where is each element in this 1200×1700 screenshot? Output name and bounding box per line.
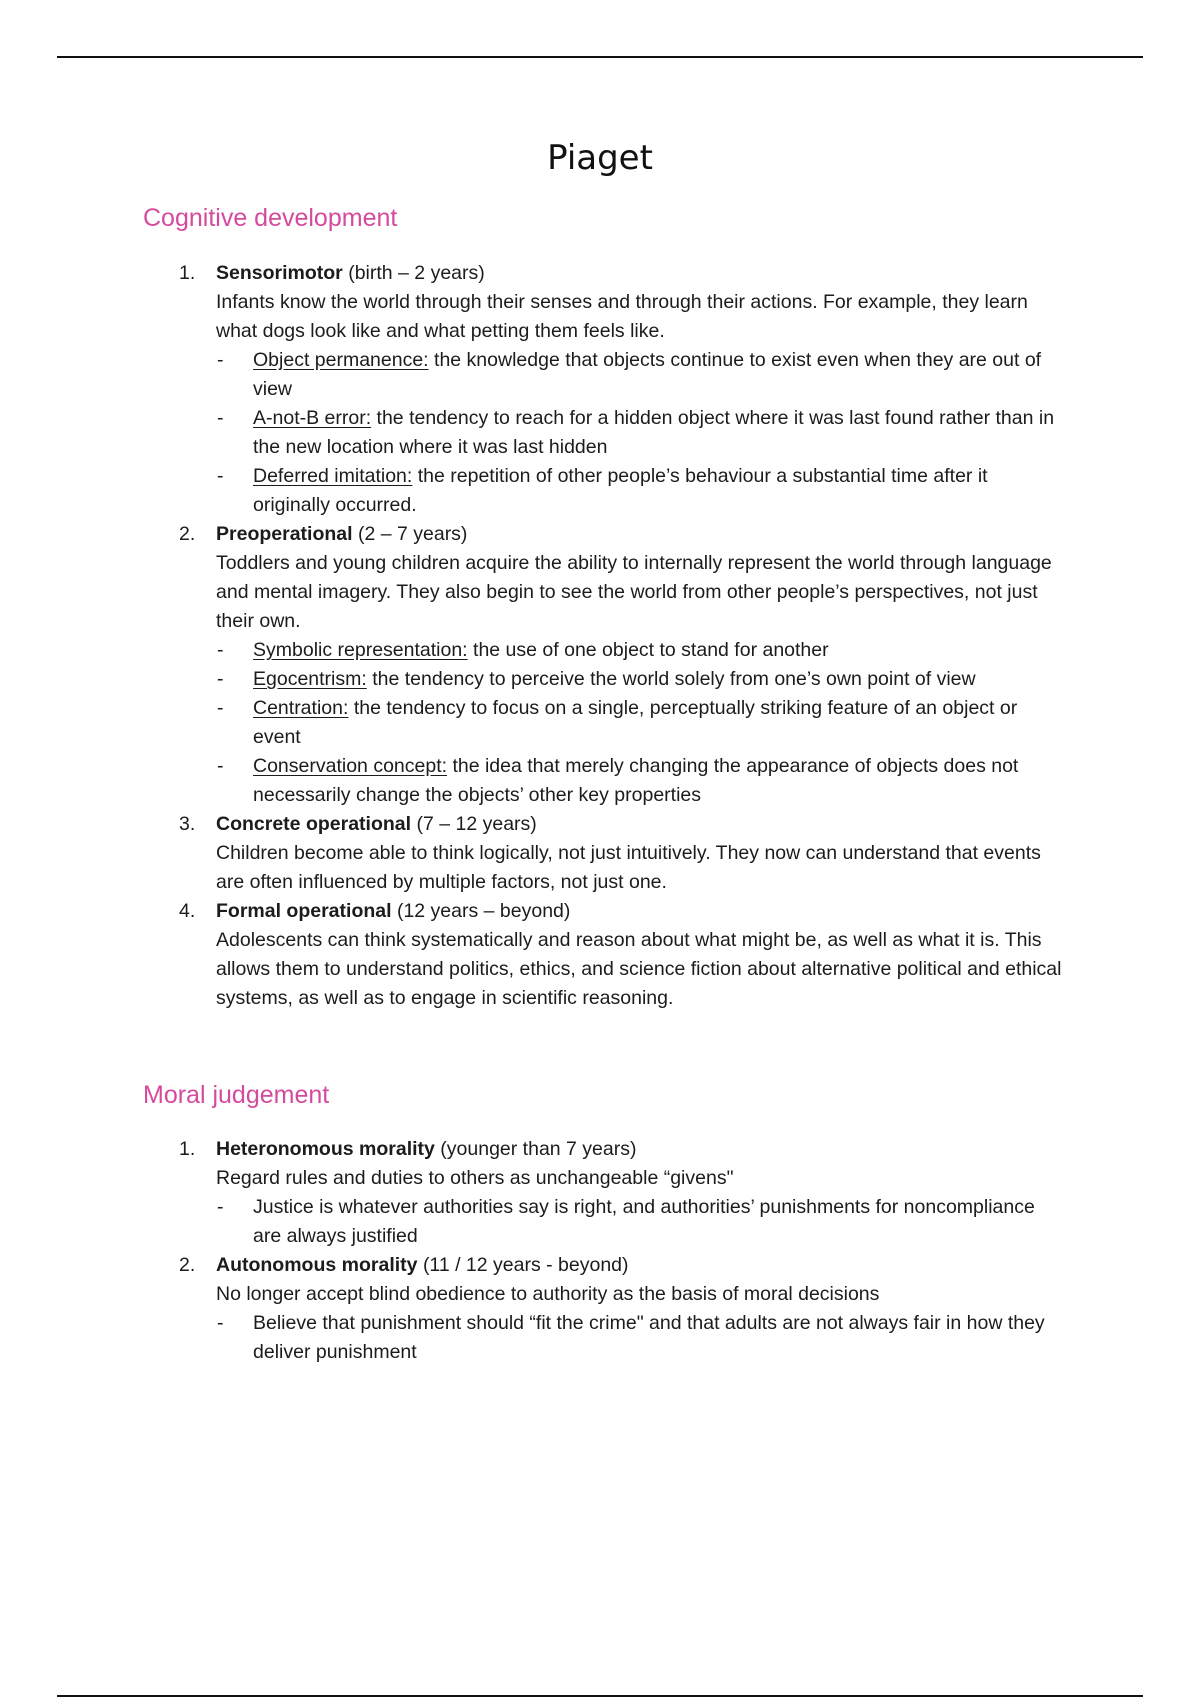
section-heading-cognitive-development: Cognitive development (143, 204, 398, 232)
stage-number: 2. (179, 1254, 196, 1276)
stage-description: Children become able to think logically, not just intuitively. They now can understand that events are often influenced by multiple factors, not just one. (216, 842, 1041, 893)
moral-stage-list (143, 1135, 1063, 1367)
term: Object permanence: (253, 349, 429, 371)
stage-sensorimotor (143, 259, 1063, 520)
stage-autonomous-morality (143, 1251, 1063, 1367)
dash-bullet-icon: - (217, 668, 224, 690)
bullet-item (216, 752, 1063, 810)
stage-preoperational (143, 520, 1063, 810)
stage-description: Toddlers and young children acquire the ability to internally represent the world through language and mental imagery. They also begin to see the world from other people’s perspectives, not just their own. (216, 552, 1052, 632)
stage-number: 3. (179, 813, 196, 835)
stage-heading (216, 259, 1063, 288)
stage-formal-operational (143, 897, 1063, 1013)
stage-age: (2 – 7 years) (357, 523, 468, 545)
stage-age: (7 – 12 years) (416, 813, 537, 835)
stage-concrete-operational (143, 810, 1063, 897)
bullet-item (216, 1193, 1063, 1251)
bullet-list (216, 1193, 1063, 1251)
bullet-item (216, 636, 1063, 665)
stage-description: Adolescents can think systematically and reason about what might be, as well as what it is. This allows them to understand politics, ethics, and science fiction about alternative political and ethical systems, as well as to engage in scientific reasoning. (216, 929, 1062, 1009)
dash-bullet-icon: - (217, 1312, 224, 1334)
stage-number: 1. (179, 1138, 196, 1160)
dash-bullet-icon: - (217, 639, 224, 661)
stage-heading (216, 810, 1063, 839)
term: Conservation concept: (253, 755, 448, 777)
stage-number: 2. (179, 523, 196, 545)
bullet-item (216, 1309, 1063, 1367)
stage-age: (11 / 12 years - beyond) (422, 1254, 629, 1276)
page-title: Piaget (547, 138, 653, 178)
stage-heteronomous-morality (143, 1135, 1063, 1251)
bullet-item (216, 404, 1063, 462)
stage-description: Regard rules and duties to others as unchangeable “givens" (216, 1167, 734, 1189)
stage-description: Infants know the world through their senses and through their actions. For example, they learn what dogs look like and what petting them feels like. (216, 291, 1028, 342)
bullet-item (216, 694, 1063, 752)
section-heading-moral-judgement: Moral judgement (143, 1081, 330, 1109)
dash-bullet-icon: - (217, 407, 224, 429)
bullet-list (216, 346, 1063, 520)
dash-bullet-icon: - (217, 349, 224, 371)
stage-heading (216, 1251, 1063, 1280)
term: Centration: (253, 697, 349, 719)
term: Egocentrism: (253, 668, 367, 690)
stage-name: Formal operational (216, 900, 392, 922)
term-definition: the tendency to perceive the world solely from one’s own point of view (372, 668, 976, 690)
stage-name: Heteronomous morality (216, 1138, 435, 1160)
bullet-item (216, 346, 1063, 404)
term: Deferred imitation: (253, 465, 413, 487)
cognitive-stage-list (143, 259, 1063, 1013)
stage-age: (12 years – beyond) (396, 900, 571, 922)
term: A-not-B error: (253, 407, 372, 429)
stage-name: Sensorimotor (216, 262, 343, 284)
dash-bullet-icon: - (217, 755, 224, 777)
term: Symbolic representation: (253, 639, 468, 661)
bullet-list (216, 1309, 1063, 1367)
stage-number: 4. (179, 900, 196, 922)
bullet-item (216, 462, 1063, 520)
stage-heading (216, 897, 1063, 926)
stage-age: (birth – 2 years) (348, 262, 485, 284)
bullet-list (216, 636, 1063, 810)
bullet-item (216, 665, 1063, 694)
stage-name: Autonomous morality (216, 1254, 418, 1276)
dash-bullet-icon: - (217, 465, 224, 487)
stage-heading (216, 1135, 1063, 1164)
bottom-page-rule (57, 1695, 1143, 1697)
top-page-rule (57, 56, 1143, 58)
dash-bullet-icon: - (217, 1196, 224, 1218)
stage-number: 1. (179, 262, 196, 284)
bullet-text: Justice is whatever authorities say is right, and authorities’ punishments for noncompliance are always justified (253, 1196, 1035, 1247)
term-definition: the knowledge that objects continue to exist even when they are out of view (253, 349, 1042, 400)
term-definition: the tendency to reach for a hidden object where it was last found rather than in the new location where it was last hidden (253, 407, 1055, 458)
stage-name: Preoperational (216, 523, 353, 545)
stage-age: (younger than 7 years) (440, 1138, 637, 1160)
bullet-text: Believe that punishment should “fit the crime" and that adults are not always fair in how they deliver punishment (253, 1312, 1045, 1363)
term-definition: the repetition of other people’s behaviour a substantial time after it originally occurred. (253, 465, 988, 516)
stage-description: No longer accept blind obedience to authority as the basis of moral decisions (216, 1283, 880, 1305)
term-definition: the idea that merely changing the appearance of objects does not necessarily change the objects’ other key properties (253, 755, 1019, 806)
stage-name: Concrete operational (216, 813, 412, 835)
term-definition: the use of one object to stand for another (473, 639, 829, 661)
term-definition: the tendency to focus on a single, perceptually striking feature of an object or event (253, 697, 1018, 748)
stage-heading (216, 520, 1063, 549)
dash-bullet-icon: - (217, 697, 224, 719)
